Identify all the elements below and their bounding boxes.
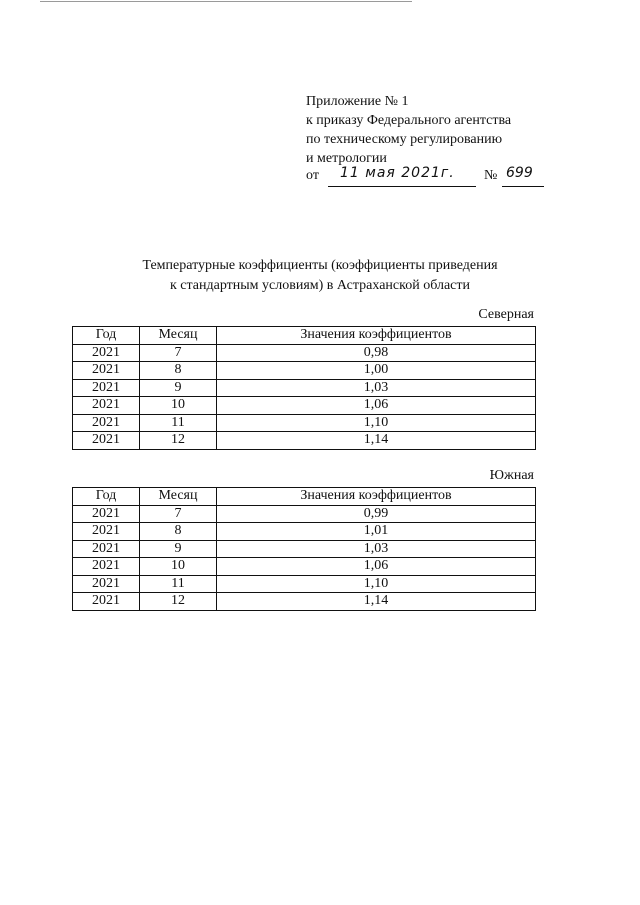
table-header-row (73, 327, 536, 345)
scan-edge-line (40, 1, 412, 2)
cell-value: 1,06 (217, 558, 536, 576)
column-header-month: Месяц (140, 488, 217, 506)
cell-year: 2021 (73, 344, 140, 362)
table-row (73, 397, 536, 415)
coefficients-table-south (72, 487, 536, 611)
document-title (80, 256, 560, 296)
column-header-month: Месяц (140, 327, 217, 345)
table-row (73, 575, 536, 593)
cell-month: 7 (140, 344, 217, 362)
appendix-line: Приложение № 1 (306, 94, 409, 109)
cell-month: 12 (140, 432, 217, 450)
cell-value: 1,14 (217, 432, 536, 450)
column-header-value: Значения коэффициентов (217, 488, 536, 506)
cell-value: 1,00 (217, 362, 536, 380)
cell-year: 2021 (73, 575, 140, 593)
cell-year: 2021 (73, 432, 140, 450)
cell-value: 0,98 (217, 344, 536, 362)
cell-year: 2021 (73, 558, 140, 576)
cell-year: 2021 (73, 540, 140, 558)
cell-value: 1,03 (217, 379, 536, 397)
cell-value: 1,10 (217, 575, 536, 593)
coefficients-table-north (72, 326, 536, 450)
region-label-south: Южная (489, 468, 534, 483)
cell-year: 2021 (73, 593, 140, 611)
region-label-north: Северная (478, 307, 534, 322)
appendix-line: по техническому регулированию (306, 132, 503, 147)
cell-value: 0,99 (217, 505, 536, 523)
cell-value: 1,06 (217, 397, 536, 415)
cell-month: 11 (140, 575, 217, 593)
table-row (73, 593, 536, 611)
appendix-line: и метрологии (306, 151, 387, 166)
cell-year: 2021 (73, 505, 140, 523)
table-row (73, 523, 536, 541)
column-header-year: Год (73, 327, 140, 345)
order-prefix: от (306, 168, 319, 183)
table-row (73, 414, 536, 432)
table-row (73, 558, 536, 576)
appendix-header (306, 92, 511, 168)
cell-month: 8 (140, 362, 217, 380)
appendix-line: к приказу Федерального агентства (306, 113, 512, 128)
table-row (73, 540, 536, 558)
table-row (73, 362, 536, 380)
cell-year: 2021 (73, 397, 140, 415)
column-header-value: Значения коэффициентов (217, 327, 536, 345)
cell-month: 10 (140, 558, 217, 576)
cell-month: 9 (140, 540, 217, 558)
column-header-year: Год (73, 488, 140, 506)
cell-month: 11 (140, 414, 217, 432)
order-number-handwritten: 699 (506, 165, 533, 181)
cell-value: 1,01 (217, 523, 536, 541)
cell-year: 2021 (73, 362, 140, 380)
cell-year: 2021 (73, 379, 140, 397)
title-line-1: Температурные коэффициенты (коэффициенты приведения (142, 258, 498, 273)
cell-value: 1,10 (217, 414, 536, 432)
cell-value: 1,03 (217, 540, 536, 558)
cell-month: 10 (140, 397, 217, 415)
cell-month: 9 (140, 379, 217, 397)
cell-year: 2021 (73, 414, 140, 432)
cell-month: 12 (140, 593, 217, 611)
table-row (73, 505, 536, 523)
cell-month: 8 (140, 523, 217, 541)
order-number-sign: № (484, 168, 498, 183)
cell-month: 7 (140, 505, 217, 523)
order-date-handwritten: 11 мая 2021г. (340, 165, 455, 181)
title-line-2: к стандартным условиям) в Астраханской области (169, 278, 470, 293)
table-row (73, 432, 536, 450)
table-row (73, 344, 536, 362)
order-reference (306, 165, 546, 188)
cell-year: 2021 (73, 523, 140, 541)
table-row (73, 379, 536, 397)
table-header-row (73, 488, 536, 506)
cell-value: 1,14 (217, 593, 536, 611)
